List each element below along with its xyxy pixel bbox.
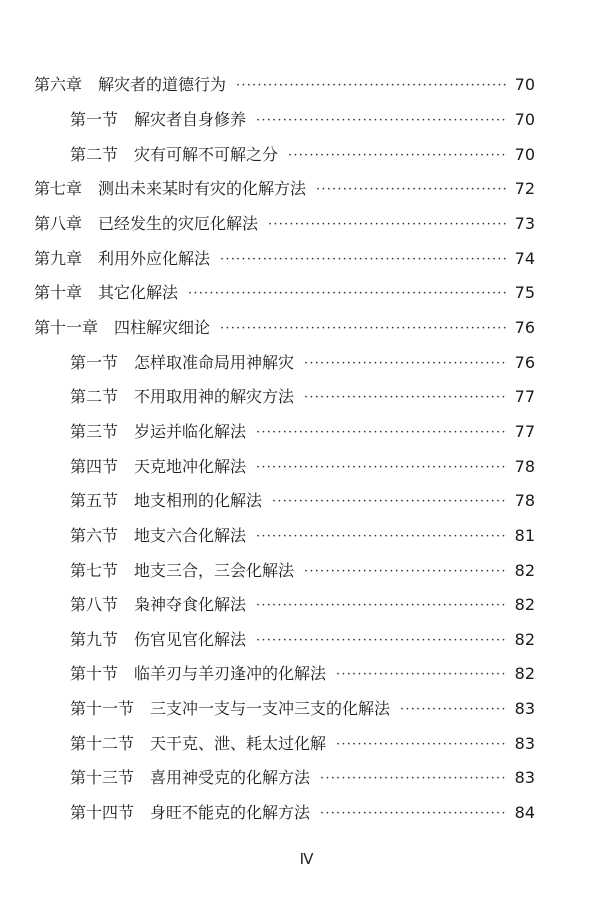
toc-entry-number: 第三节 bbox=[70, 421, 119, 441]
toc-chapter-row bbox=[0, 68, 613, 103]
toc-entry-number: 第十一节 bbox=[70, 699, 135, 719]
toc-dot-leader bbox=[268, 215, 507, 235]
toc-section-row bbox=[0, 449, 613, 484]
toc-chapter-row bbox=[0, 207, 613, 242]
toc-dot-leader bbox=[400, 700, 507, 720]
toc-dot-leader bbox=[336, 665, 507, 685]
toc-entry-title: 灾有可解不可解之分 bbox=[134, 144, 279, 164]
toc-page-number: 84 bbox=[514, 803, 535, 823]
toc-entry-title: 三支冲一支与一支冲三支的化解法 bbox=[150, 699, 391, 719]
toc-dot-leader bbox=[320, 769, 507, 789]
toc-page-number: 82 bbox=[514, 560, 535, 580]
toc-section-row bbox=[0, 103, 613, 138]
toc-dot-leader bbox=[304, 562, 507, 582]
toc-section-row bbox=[0, 553, 613, 588]
toc-entry-title: 解灾者自身修养 bbox=[134, 109, 247, 129]
toc-entry-title: 天干克、泄、耗太过化解 bbox=[150, 733, 327, 753]
toc-page-number: 76 bbox=[514, 317, 535, 337]
toc-entry-title: 地支六合化解法 bbox=[134, 525, 247, 545]
toc-page-number: 76 bbox=[514, 352, 535, 372]
toc-entry-title: 临羊刃与羊刃逢冲的化解法 bbox=[134, 664, 327, 684]
toc-dot-leader bbox=[256, 458, 507, 478]
toc-dot-leader bbox=[304, 388, 507, 408]
toc-page-number: 82 bbox=[514, 629, 535, 649]
toc-entry-title: 身旺不能克的化解方法 bbox=[150, 803, 311, 823]
toc-entry-number: 第二节 bbox=[70, 387, 119, 407]
toc-section-row bbox=[0, 761, 613, 796]
toc-entry-number: 第四节 bbox=[70, 456, 119, 476]
toc-entry-title: 四柱解灾细论 bbox=[114, 317, 211, 337]
toc-entry-number: 第二节 bbox=[70, 144, 119, 164]
toc-dot-leader bbox=[288, 146, 507, 166]
toc-page-number: 70 bbox=[514, 75, 535, 95]
toc-entry-number: 第十二节 bbox=[70, 733, 135, 753]
toc-dot-leader bbox=[256, 631, 507, 651]
toc-entry-title: 天克地冲化解法 bbox=[134, 456, 247, 476]
toc-entry-title: 枭神夺食化解法 bbox=[134, 595, 247, 615]
toc-entry-title: 已经发生的灾厄化解法 bbox=[98, 213, 259, 233]
toc-page-number: 77 bbox=[514, 421, 535, 441]
toc-page-number: 78 bbox=[514, 491, 535, 511]
toc-dot-leader bbox=[272, 492, 507, 512]
toc-section-row bbox=[0, 137, 613, 172]
toc-dot-leader bbox=[304, 354, 507, 374]
toc-page-number: 83 bbox=[514, 699, 535, 719]
toc-entry-title: 喜用神受克的化解方法 bbox=[150, 768, 311, 788]
toc-entry-number: 第十四节 bbox=[70, 803, 135, 823]
toc-entry-title: 伤官见官化解法 bbox=[134, 629, 247, 649]
toc-entry-number: 第八节 bbox=[70, 595, 119, 615]
toc-entry-number: 第十节 bbox=[70, 664, 119, 684]
toc-dot-leader bbox=[316, 180, 507, 200]
toc-dot-leader bbox=[256, 111, 507, 131]
toc-section-row bbox=[0, 796, 613, 831]
toc-dot-leader bbox=[256, 596, 507, 616]
toc-entry-title: 测出未来某时有灾的化解方法 bbox=[98, 179, 307, 199]
toc-dot-leader bbox=[320, 804, 507, 824]
toc-page-number: 82 bbox=[514, 595, 535, 615]
toc-entry-number: 第八章 bbox=[34, 213, 83, 233]
toc-entry-title: 地支相刑的化解法 bbox=[134, 491, 263, 511]
toc-page-number: 77 bbox=[514, 387, 535, 407]
toc-page-number: 72 bbox=[514, 179, 535, 199]
toc-entry-number: 第九节 bbox=[70, 629, 119, 649]
toc-dot-leader bbox=[236, 76, 507, 96]
page-number-footer: Ⅳ bbox=[299, 850, 314, 868]
toc-entry-title: 怎样取准命局用神解灾 bbox=[134, 352, 295, 372]
toc-entry-title: 不用取用神的解灾方法 bbox=[134, 387, 295, 407]
toc-section-row bbox=[0, 623, 613, 658]
toc-entry-title: 岁运并临化解法 bbox=[134, 421, 247, 441]
toc-entry-number: 第六节 bbox=[70, 525, 119, 545]
toc-entry-number: 第七章 bbox=[34, 179, 83, 199]
toc-chapter-row bbox=[0, 276, 613, 311]
toc-page-number: 75 bbox=[514, 283, 535, 303]
toc-page-number: 83 bbox=[514, 768, 535, 788]
toc-entry-number: 第一节 bbox=[70, 109, 119, 129]
toc-section-row bbox=[0, 415, 613, 450]
toc-entry-title: 利用外应化解法 bbox=[98, 248, 211, 268]
toc-section-row bbox=[0, 657, 613, 692]
toc-chapter-row bbox=[0, 172, 613, 207]
toc-entry-number: 第九章 bbox=[34, 248, 83, 268]
toc-section-row bbox=[0, 726, 613, 761]
toc-page-number: 82 bbox=[514, 664, 535, 684]
toc-entry-title: 解灾者的道德行为 bbox=[98, 75, 227, 95]
toc-entry-number: 第一节 bbox=[70, 352, 119, 372]
toc-section-row bbox=[0, 484, 613, 519]
table-of-contents bbox=[0, 68, 613, 830]
toc-page-number: 70 bbox=[514, 144, 535, 164]
toc-entry-number: 第十章 bbox=[34, 283, 83, 303]
toc-dot-leader bbox=[256, 527, 507, 547]
toc-entry-number: 第十一章 bbox=[34, 317, 99, 337]
toc-section-row bbox=[0, 519, 613, 554]
toc-section-row bbox=[0, 588, 613, 623]
toc-dot-leader bbox=[188, 284, 507, 304]
toc-dot-leader bbox=[220, 319, 507, 339]
toc-chapter-row bbox=[0, 241, 613, 276]
toc-page-number: 73 bbox=[514, 213, 535, 233]
toc-entry-number: 第六章 bbox=[34, 75, 83, 95]
toc-section-row bbox=[0, 345, 613, 380]
toc-section-row bbox=[0, 380, 613, 415]
toc-page-number: 74 bbox=[514, 248, 535, 268]
toc-entry-title: 地支三合，三会化解法 bbox=[134, 560, 295, 580]
toc-page-number: 83 bbox=[514, 733, 535, 753]
toc-chapter-row bbox=[0, 311, 613, 346]
toc-entry-number: 第五节 bbox=[70, 491, 119, 511]
toc-page-number: 70 bbox=[514, 109, 535, 129]
toc-page-number: 78 bbox=[514, 456, 535, 476]
toc-dot-leader bbox=[256, 423, 507, 443]
toc-dot-leader bbox=[220, 250, 507, 270]
toc-entry-number: 第十三节 bbox=[70, 768, 135, 788]
toc-section-row bbox=[0, 692, 613, 727]
toc-entry-title: 其它化解法 bbox=[98, 283, 179, 303]
toc-dot-leader bbox=[336, 735, 507, 755]
toc-entry-number: 第七节 bbox=[70, 560, 119, 580]
toc-page-number: 81 bbox=[514, 525, 535, 545]
